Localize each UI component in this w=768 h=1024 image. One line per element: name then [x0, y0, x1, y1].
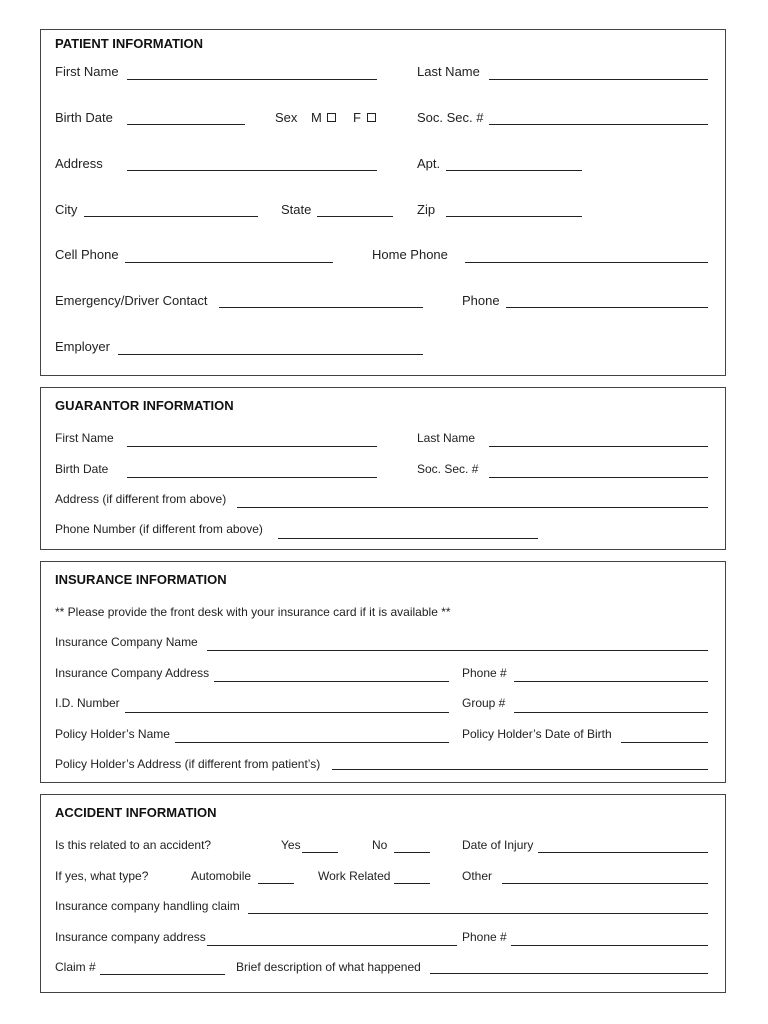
guarantor-phone-label: Phone Number (if different from above) — [55, 522, 263, 536]
automobile-field[interactable] — [258, 883, 294, 884]
policy-holder-dob-label: Policy Holder’s Date of Birth — [462, 727, 612, 741]
accident-no-field[interactable] — [394, 852, 430, 853]
policy-holder-address-label: Policy Holder’s Address (if different from patient’s) — [55, 757, 321, 771]
address-label: Address — [55, 156, 103, 171]
guarantor-last-name-field[interactable] — [489, 446, 708, 447]
guarantor-first-name-field[interactable] — [127, 446, 377, 447]
description-label: Brief description of what happened — [236, 960, 421, 974]
accident-section-title: ACCIDENT INFORMATION — [55, 805, 217, 820]
policy-holder-name-label: Policy Holder’s Name — [55, 727, 170, 741]
insurance-information-section — [40, 561, 726, 783]
address-field[interactable] — [127, 170, 377, 171]
id-number-field[interactable] — [125, 712, 449, 713]
guarantor-address-field[interactable] — [237, 507, 708, 508]
guarantor-section-title: GUARANTOR INFORMATION — [55, 398, 234, 413]
guarantor-soc-sec-field[interactable] — [489, 477, 708, 478]
date-of-injury-label: Date of Injury — [462, 838, 534, 852]
emergency-phone-label: Phone — [462, 293, 500, 308]
claim-number-field[interactable] — [100, 974, 225, 975]
guarantor-information-section — [40, 387, 726, 550]
handling-claim-field[interactable] — [248, 913, 708, 914]
guarantor-soc-sec-label: Soc. Sec. # — [417, 462, 479, 476]
accident-phone-label: Phone # — [462, 930, 507, 944]
cell-phone-field[interactable] — [125, 262, 333, 263]
date-of-injury-field[interactable] — [538, 852, 708, 853]
last-name-field[interactable] — [489, 79, 708, 80]
insurance-section-title: INSURANCE INFORMATION — [55, 572, 227, 587]
employer-field[interactable] — [118, 354, 423, 355]
insurance-phone-label: Phone # — [462, 666, 507, 680]
claim-number-label: Claim # — [55, 960, 96, 974]
work-related-label: Work Related — [318, 869, 391, 883]
zip-field[interactable] — [446, 216, 582, 217]
home-phone-label: Home Phone — [372, 247, 448, 262]
insurance-company-address-field[interactable] — [214, 681, 449, 682]
home-phone-field[interactable] — [465, 262, 708, 263]
emergency-contact-label: Emergency/Driver Contact — [55, 293, 208, 308]
automobile-label: Automobile — [191, 869, 252, 883]
state-label: State — [281, 202, 312, 217]
cell-phone-label: Cell Phone — [55, 247, 119, 262]
soc-sec-label: Soc. Sec. # — [417, 110, 484, 125]
first-name-field[interactable] — [127, 79, 377, 80]
apt-label: Apt. — [417, 156, 441, 171]
emergency-phone-field[interactable] — [506, 307, 708, 308]
insurance-company-name-label: Insurance Company Name — [55, 635, 198, 649]
other-type-label: Other — [462, 869, 493, 883]
insurance-company-address-label: Insurance Company Address — [55, 666, 210, 680]
guarantor-address-label: Address (if different from above) — [55, 492, 227, 506]
accident-related-label: Is this related to an accident? — [55, 838, 212, 852]
accident-no-label: No — [372, 838, 388, 852]
guarantor-first-name-label: First Name — [55, 431, 114, 445]
last-name-label: Last Name — [417, 64, 480, 79]
sex-female-label: F — [353, 110, 361, 125]
insurance-card-note: ** Please provide the front desk with your insurance card if it is available ** — [55, 605, 451, 619]
sex-female-checkbox[interactable] — [367, 113, 376, 122]
birth-date-field[interactable] — [127, 124, 245, 125]
accident-company-address-field[interactable] — [207, 945, 457, 946]
soc-sec-field[interactable] — [489, 124, 708, 125]
patient-information-section — [40, 29, 726, 376]
guarantor-last-name-label: Last Name — [417, 431, 476, 445]
sex-male-checkbox[interactable] — [327, 113, 336, 122]
patient-section-title: PATIENT INFORMATION — [55, 36, 204, 51]
sex-label: Sex — [275, 110, 298, 125]
sex-male-label: M — [311, 110, 322, 125]
accident-yes-field[interactable] — [302, 852, 338, 853]
group-number-field[interactable] — [514, 712, 708, 713]
accident-yes-label: Yes — [281, 838, 301, 852]
state-field[interactable] — [317, 216, 393, 217]
guarantor-birth-date-label: Birth Date — [55, 462, 109, 476]
first-name-label: First Name — [55, 64, 119, 79]
apt-field[interactable] — [446, 170, 582, 171]
description-field[interactable] — [430, 973, 708, 974]
city-field[interactable] — [84, 216, 258, 217]
other-type-field[interactable] — [502, 883, 708, 884]
birth-date-label: Birth Date — [55, 110, 113, 125]
city-label: City — [55, 202, 78, 217]
guarantor-birth-date-field[interactable] — [127, 477, 377, 478]
policy-holder-dob-field[interactable] — [621, 742, 708, 743]
policy-holder-address-field[interactable] — [332, 769, 708, 770]
insurance-phone-field[interactable] — [514, 681, 708, 682]
handling-claim-label: Insurance company handling claim — [55, 899, 240, 913]
accident-type-label: If yes, what type? — [55, 869, 149, 883]
accident-phone-field[interactable] — [511, 945, 708, 946]
emergency-contact-field[interactable] — [219, 307, 423, 308]
insurance-company-name-field[interactable] — [207, 650, 708, 651]
accident-information-section — [40, 794, 726, 993]
id-number-label: I.D. Number — [55, 696, 120, 710]
employer-label: Employer — [55, 339, 110, 354]
policy-holder-name-field[interactable] — [175, 742, 449, 743]
work-related-field[interactable] — [394, 883, 430, 884]
guarantor-phone-field[interactable] — [278, 538, 538, 539]
group-number-label: Group # — [462, 696, 506, 710]
zip-label: Zip — [417, 202, 436, 217]
accident-company-address-label: Insurance company address — [55, 930, 206, 944]
